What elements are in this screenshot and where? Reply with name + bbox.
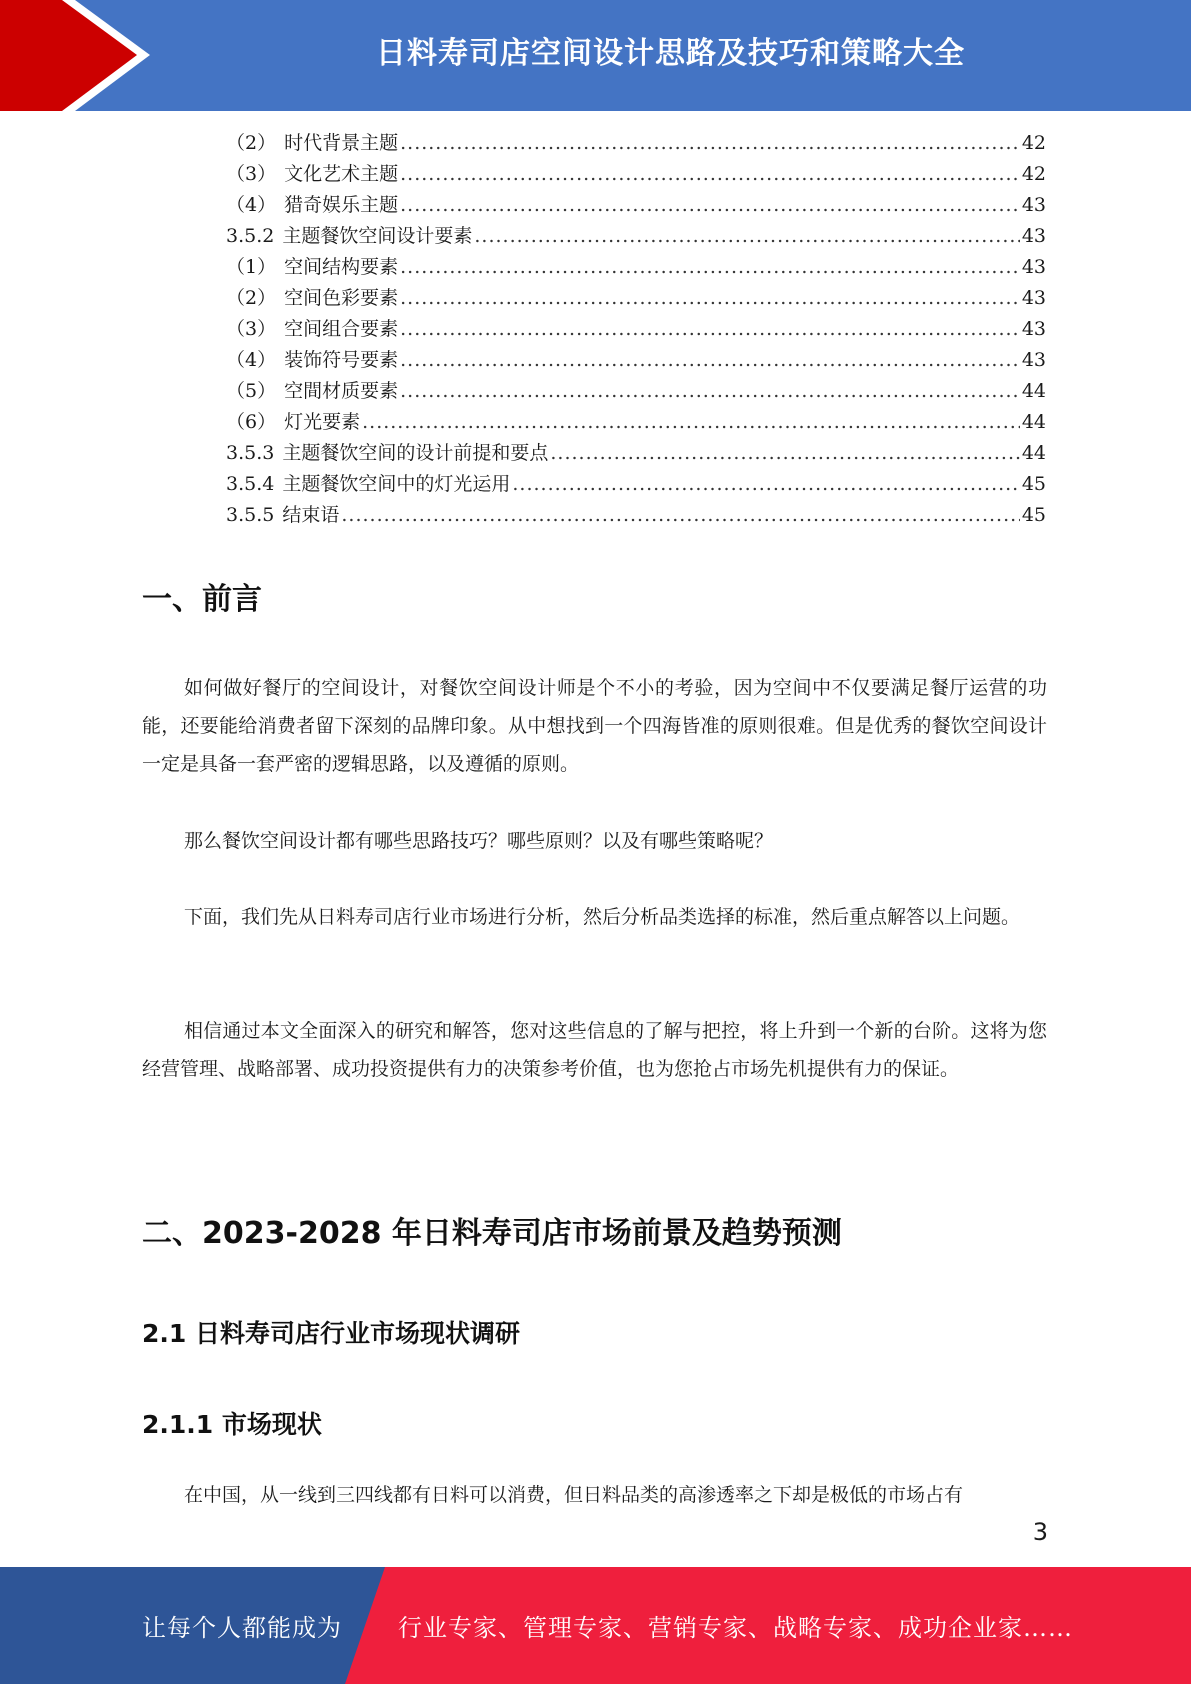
toc-leader [341, 504, 1019, 526]
toc-leader [400, 132, 1020, 154]
toc-leader [550, 442, 1019, 464]
toc-entry[interactable]: （2） 空间色彩要素 ..... 43 [226, 283, 1046, 314]
section-heading-preface: 一、前言 [142, 582, 262, 617]
toc-leader [400, 380, 1020, 402]
toc-entry[interactable]: 3.5.5 结束语 ..... 45 [226, 500, 1046, 531]
subsection-heading: 2.1 日料寿司店行业市场现状调研 [142, 1319, 520, 1348]
header-title: 日料寿司店空间设计思路及技巧和策略大全 [376, 36, 965, 71]
toc-entry[interactable]: （4） 装饰符号要素 ..... 43 [226, 345, 1046, 376]
toc-leader [362, 411, 1020, 433]
toc-entry[interactable]: （3） 空间组合要素 ..... 43 [226, 314, 1046, 345]
toc-leader [400, 194, 1020, 216]
toc-entry[interactable]: （1） 空间结构要素 ..... 43 [226, 252, 1046, 283]
toc-entry[interactable]: （4） 猎奇娱乐主题 ..... 43 [226, 190, 1046, 221]
subsection-heading: 2.1.1 市场现状 [142, 1410, 322, 1439]
toc-leader [512, 473, 1019, 495]
toc-leader [400, 256, 1020, 278]
toc-entry[interactable]: 3.5.2 主题餐饮空间设计要素 ..... 43 [226, 221, 1046, 252]
section-heading-market-forecast: 二、2023-2028 年日料寿司店市场前景及趋势预测 [142, 1216, 842, 1251]
footer-slogan-left: 让每个人都能成为 [142, 1614, 342, 1642]
toc-entry[interactable]: （2） 时代背景主题 ..... 42 [226, 128, 1046, 159]
toc-leader [400, 318, 1020, 340]
page-number: 3 [1032, 1518, 1048, 1546]
toc-leader [400, 349, 1020, 371]
toc-entry[interactable]: （5） 空間材质要素 ..... 44 [226, 376, 1046, 407]
header-arrow-icon [0, 0, 160, 111]
toc-entry[interactable]: 3.5.3 主题餐饮空间的设计前提和要点 ..... 44 [226, 438, 1046, 469]
body-paragraph: 相信通过本文全面深入的研究和解答，您对这些信息的了解与把控，将上升到一个新的台阶。这将为您经营管理、战略部署、成功投资提供有力的决策参考价值，也为您抢占市场先机提供有力的保证。 [142, 1020, 1047, 1080]
footer-slogan-right: 行业专家、管理专家、营销专家、战略专家、成功企业家…… [398, 1614, 1073, 1642]
toc-entry[interactable]: （3） 文化艺术主题 ..... 42 [226, 159, 1046, 190]
page-header [0, 0, 1191, 111]
body-paragraph: 在中国，从一线到三四线都有日料可以消费，但日料品类的高渗透率之下却是极低的市场占有 [184, 1484, 964, 1506]
page-footer [0, 1567, 1191, 1684]
toc-entry[interactable]: 3.5.4 主题餐饮空间中的灯光运用 ..... 45 [226, 469, 1046, 500]
body-paragraph: 下面，我们先从日料寿司店行业市场进行分析，然后分析品类选择的标准，然后重点解答以上问题。 [184, 906, 1021, 928]
body-paragraph: 那么餐饮空间设计都有哪些思路技巧？哪些原则？以及有哪些策略呢？ [184, 830, 774, 852]
toc-leader [400, 163, 1020, 185]
toc-entry[interactable]: （6） 灯光要素 ..... 44 [226, 407, 1046, 438]
body-paragraph: 如何做好餐厅的空间设计，对餐饮空间设计师是个不小的考验，因为空间中不仅要满足餐厅运营的功能，还要能给消费者留下深刻的品牌印象。从中想找到一个四海皆准的原则很难。但是优秀的餐饮空间设计一定是具备一套严密的逻辑思路，以及遵循的原则。 [142, 677, 1047, 775]
toc-leader [400, 287, 1020, 309]
toc-leader [474, 225, 1019, 247]
